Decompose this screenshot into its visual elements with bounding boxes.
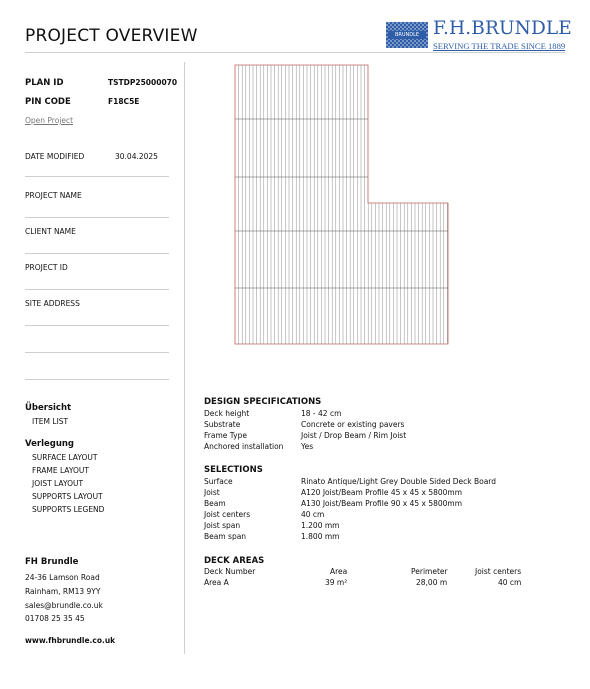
- contact-phone: 01708 25 35 45: [25, 614, 85, 623]
- design-spec-row-value: Concrete or existing pavers: [301, 420, 405, 429]
- plan-id-value: TSTDP25000070: [108, 78, 178, 87]
- logo-badge-text: BRUNDLE: [388, 31, 426, 39]
- pin-code-value: F18C5E: [108, 97, 140, 106]
- plan-id-label: PLAN ID: [25, 78, 64, 88]
- contact-company: FH Brundle: [25, 557, 79, 567]
- selections-row-label: Joist: [204, 488, 220, 497]
- menu-item-supports-legend[interactable]: SUPPORTS LEGEND: [32, 505, 105, 514]
- deck-areas-title: DECK AREAS: [204, 556, 265, 566]
- deck-area-cell-joist-centers: 40 cm: [498, 578, 522, 587]
- brand-logo: [386, 18, 572, 52]
- design-spec-row-label: Anchored installation: [204, 442, 284, 451]
- selections-row-label: Beam: [204, 499, 226, 508]
- deck-number-header: Deck Number: [204, 567, 256, 576]
- date-modified-value: 30.04.2025: [115, 152, 158, 161]
- pin-code-label: PIN CODE: [25, 97, 71, 107]
- deck-area-cell-perimeter: 28,00 m: [416, 578, 448, 587]
- selections-row-label: Joist span: [204, 521, 241, 530]
- selections-row-value: A130 Joist/Beam Profile 90 x 45 x 5800mm: [301, 499, 463, 508]
- logo-badge-icon: [386, 22, 428, 48]
- column-divider: [184, 62, 185, 654]
- site-address-field-line3[interactable]: [25, 379, 169, 380]
- selections-row-label: Surface: [204, 477, 233, 486]
- logo-name: F.H.BRUNDLE: [433, 18, 572, 39]
- menu-item-surface-layout[interactable]: SURFACE LAYOUT: [32, 453, 98, 462]
- design-spec-row-value: Yes: [301, 442, 314, 451]
- contact-email[interactable]: sales@brundle.co.uk: [25, 601, 103, 610]
- deck-area-cell-number: Area A: [204, 578, 229, 587]
- site-address-field-line2[interactable]: [25, 352, 169, 353]
- logo-tagline: SERVING THE TRADE SINCE 1889: [433, 41, 566, 51]
- menu-item-joist-layout[interactable]: JOIST LAYOUT: [32, 479, 84, 488]
- date-modified-label: DATE MODIFIED: [25, 152, 85, 161]
- design-spec-row-label: Substrate: [204, 420, 241, 429]
- design-spec-row-value: Joist / Drop Beam / Rim Joist: [301, 431, 407, 440]
- site-address-field[interactable]: [25, 325, 169, 326]
- selections-row-label: Joist centers: [204, 510, 251, 519]
- selections-row-value: Rinato Antique/Light Grey Double Sided Deck Board: [301, 477, 496, 486]
- client-name-label: CLIENT NAME: [25, 227, 76, 236]
- site-address-label: SITE ADDRESS: [25, 299, 80, 308]
- open-project-link[interactable]: Open Project: [25, 116, 74, 125]
- divider: [25, 176, 169, 177]
- menu-overview-heading: Übersicht: [25, 403, 72, 413]
- menu-item-item-list[interactable]: ITEM LIST: [32, 417, 69, 426]
- project-name-field[interactable]: [25, 217, 169, 218]
- selections-title: SELECTIONS: [204, 465, 263, 475]
- header-divider: [25, 52, 565, 53]
- selections-row-value: 1.800 mm: [301, 532, 340, 541]
- selections-row-label: Beam span: [204, 532, 247, 541]
- client-name-field[interactable]: [25, 253, 169, 254]
- project-id-field[interactable]: [25, 289, 169, 290]
- joist-centers-header: Joist centers: [475, 567, 522, 576]
- design-spec-row-label: Deck height: [204, 409, 250, 418]
- design-spec-row-label: Frame Type: [204, 431, 247, 440]
- deck-area-cell-area: 39 m²: [325, 578, 348, 587]
- menu-item-supports-layout[interactable]: SUPPORTS LAYOUT: [32, 492, 103, 501]
- deck-surface-plan: [234, 64, 450, 346]
- page-title: PROJECT OVERVIEW: [25, 26, 198, 46]
- deck-outline: [235, 65, 448, 344]
- area-header: Area: [330, 567, 348, 576]
- selections-row-value: 1.200 mm: [301, 521, 340, 530]
- project-id-label: PROJECT ID: [25, 263, 68, 272]
- selections-row-value: A120 Joist/Beam Profile 45 x 45 x 5800mm: [301, 488, 463, 497]
- contact-city: Rainham, RM13 9YY: [25, 587, 101, 596]
- perimeter-header: Perimeter: [411, 567, 448, 576]
- design-spec-row-value: 18 - 42 cm: [301, 409, 342, 418]
- menu-item-frame-layout[interactable]: FRAME LAYOUT: [32, 466, 89, 475]
- contact-website[interactable]: www.fhbrundle.co.uk: [25, 636, 116, 645]
- menu-layout-heading: Verlegung: [25, 439, 75, 449]
- contact-street: 24-36 Lamson Road: [25, 573, 100, 582]
- design-spec-title: DESIGN SPECIFICATIONS: [204, 397, 322, 407]
- project-name-label: PROJECT NAME: [25, 191, 82, 200]
- selections-row-value: 40 cm: [301, 510, 325, 519]
